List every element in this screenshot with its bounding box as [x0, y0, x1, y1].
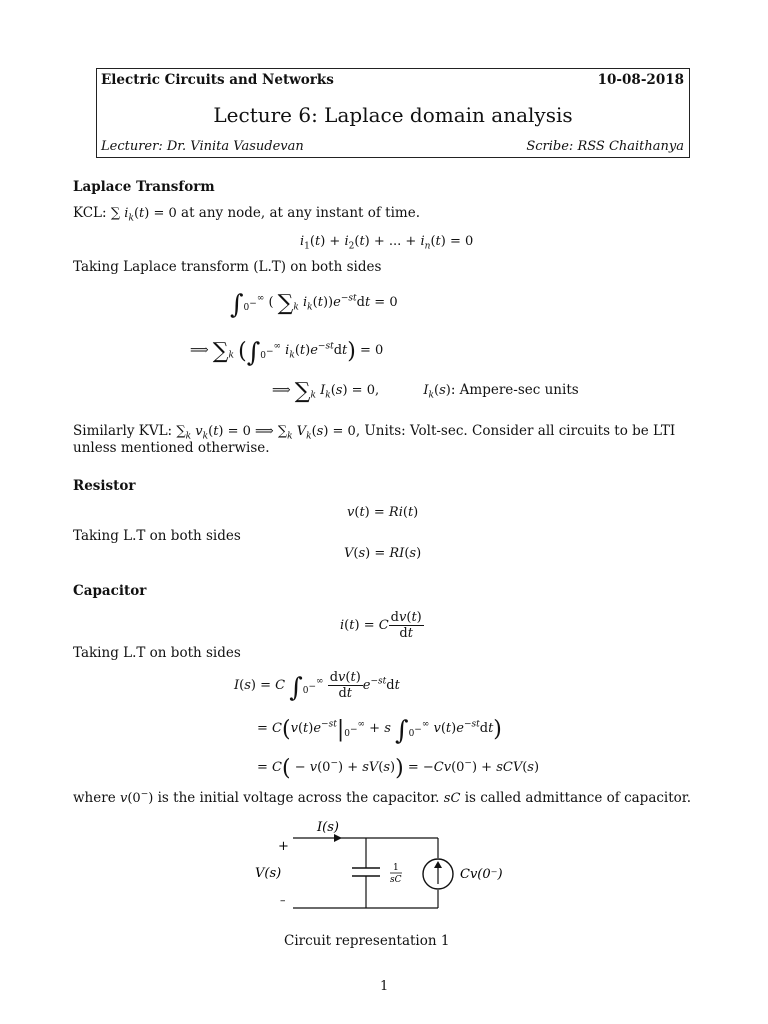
capacitor-time-equation: i(t) = C $\frac{dv(t)}{dt}$: [340, 610, 422, 641]
course-title: Electric Circuits and Networks: [101, 72, 334, 88]
resistor-time-equation: v(t) = Ri(t): [347, 505, 419, 520]
capacitor-integral-line2: = $C(v(t)e^{-st}|_{0^-}^\infty + s$ $\int_{0^-}^\infty$ $v(t)e^{-st}dt$): [257, 716, 502, 746]
lecturer-name: Lecturer: Dr. Vinita Vasudevan: [101, 139, 304, 154]
resistor-s-equation: V(s) = RI(s): [344, 546, 422, 561]
lecture-date: 10-08-2018: [597, 72, 684, 88]
resistor-lt-text: Taking L.T on both sides: [73, 528, 241, 544]
capacitor-integral-line3: = C( − v(0−) + sV(s)) = −Cv(0−) + sCV(s): [257, 756, 540, 781]
impedance-numerator: 1: [393, 863, 399, 873]
scribe-name: Scribe: RSS Chaithanya: [526, 139, 684, 154]
taking-laplace-text: Taking Laplace transform (L.T) on both sides: [73, 259, 382, 275]
figure-caption: Circuit representation 1: [284, 933, 450, 949]
kcl-equation: ∑ $i_k(t) = 0$: [110, 206, 177, 224]
impedance-denominator: sC: [390, 875, 402, 885]
sum-integral-equation: ⟹ $\sum_k$ ($\int_{0^-}^\infty$ $i_k(t)e^{-st}dt) = 0$: [190, 338, 384, 368]
integral-sum-equation: $\int_{0^-}^\infty$ ( $\sum_k$ $i_k(t))e^{-st}dt = 0$: [230, 290, 398, 320]
section-heading-resistor: Resistor: [73, 478, 136, 494]
laplace-kcl-result: ⟹ $\sum_k$ $I_k(s) = 0$, $I_k(s)$: Ampere-sec units: [272, 379, 579, 404]
plus-terminal: +: [278, 839, 289, 854]
circuit-diagram: [230, 810, 503, 920]
kcl-expanded-equation: $i_1(t) + i_2(t)$ + ... + $i_n(t) = 0$: [300, 234, 474, 252]
source-label: Cv(0⁻): [460, 867, 503, 882]
voltage-label: V(s): [255, 866, 282, 881]
current-arrow: [334, 834, 342, 842]
page-number: 1: [380, 979, 389, 994]
section-heading-capacitor: Capacitor: [73, 583, 147, 599]
lecture-title: Lecture 6: Laplace domain analysis: [213, 103, 573, 127]
minus-terminal: –: [280, 894, 286, 907]
capacitor-lt-text: Taking L.T on both sides: [73, 645, 241, 661]
current-label: I(s): [317, 820, 339, 835]
kvl-continuation: unless mentioned otherwise.: [73, 440, 270, 456]
kcl-statement: KCL: ∑ $i_k(t) = 0$ at any node, at any instant of time.: [73, 205, 420, 224]
kvl-statement: Similarly KVL: $\sum_k$ $v_k(t) = 0$ ⟹ $\sum_k$ $V_k(s) = 0$, Units: Volt-sec. Consider all circuits to be LTI: [73, 423, 676, 442]
capacitor-integral-line1: I(s) = C $\int_{0^-}^\infty$ $\frac{dv(t)}{dt}$ $e^{-st}dt$: [234, 670, 400, 703]
section-heading-laplace: Laplace Transform: [73, 179, 215, 195]
initial-voltage-note: where v(0−) is the initial voltage across the capacitor. sC is called admittance of capacitor.: [73, 789, 692, 806]
